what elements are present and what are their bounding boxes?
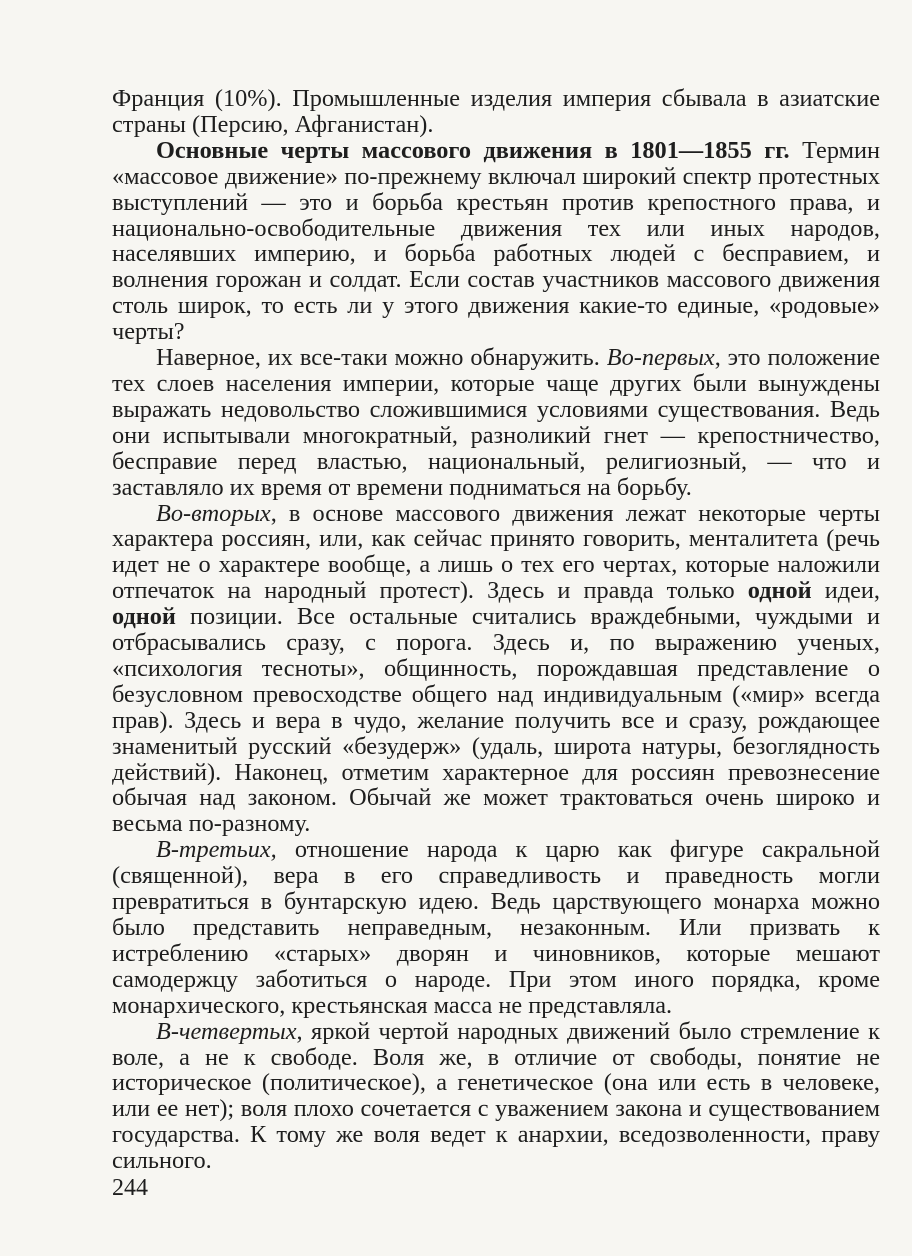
emphasis-fourth: В-четвертых bbox=[156, 1017, 297, 1045]
paragraph-2 bbox=[112, 138, 880, 345]
paragraph-text: , яркой чертой народных движений было стремление к воле, а не к свободе. Воля же, в отличие от свободы, понятие не историческое (политическое), а генетическое (она или есть в человеке, или ее нет); воля плохо сочетается с уважением закона и существованием государства. К тому же воля ведет к анархии, вседозволенности, праву сильного. bbox=[112, 1017, 880, 1175]
paragraph-text: , это положение тех слоев населения империи, которые чаще других были вынуждены выражать недовольство сложившимися условиями существования. Ведь они испытывали многократный, разноликий гнет — крепостничество, бесправие перед властью, национальный, религиозный, — что и заставляло их время от времени подниматься на борьбу. bbox=[112, 344, 880, 501]
paragraph-6 bbox=[112, 1019, 880, 1174]
paragraph-5 bbox=[112, 837, 880, 1018]
paragraph-1 bbox=[112, 86, 880, 138]
paragraph-text: , в основе массового движения лежат некоторые черты характера россиян, или, как сейчас принято говорить, менталитета (речь идет не о характере вообще, а лишь о тех его чертах, которые наложили отпечаток на народный протест). Здесь и правда только bbox=[112, 499, 880, 605]
body-text bbox=[112, 86, 880, 1174]
emphasis-second: Во-вторых bbox=[156, 499, 271, 527]
bold-word: одной bbox=[112, 603, 176, 631]
paragraph-text: Франция (10%). Промышленные изделия империя сбывала в азиатские страны (Персию, Афганистан). bbox=[112, 85, 880, 138]
page-number: 244 bbox=[112, 1175, 148, 1201]
bold-word: одной bbox=[747, 577, 812, 605]
emphasis-third: В-третьих, bbox=[156, 836, 277, 864]
paragraph-text: отношение народа к царю как фигуре сакральной (священной), вера в его справедливость и праведность могли превратиться в бунтарскую идею. Ведь царствующего монарха можно было представить неправедным, незаконным. Или призвать к истреблению «старых» дворян и чиновников, которые мешают самодержцу заботиться о народе. При этом иного порядка, кроме монархического, крестьянская масса не представляла. bbox=[112, 836, 880, 1019]
paragraph-3 bbox=[112, 345, 880, 500]
paragraph-4 bbox=[112, 501, 880, 838]
emphasis-first: Во-первых bbox=[606, 344, 715, 372]
section-heading: Основные черты массового движения в 1801—1855 гг. bbox=[156, 136, 790, 164]
paragraph-text: идеи, bbox=[811, 577, 880, 605]
paragraph-text: позиции. Все остальные считались враждебными, чуждыми и отбрасывались сразу, с порога. Здесь и, по выражению ученых, «психология тесноты», общинность, порождавшая представление о безусловном превосходстве общего над индивидуальным («мир» всегда прав). Здесь и вера в чудо, желание получить все и сразу, рождающее знаменитый русский «безудерж» (удаль, широта натуры, безоглядность действий). Наконец, отметим характерное для россиян превознесение обычая над законом. Обычай же может трактоваться очень широко и весьма по-разному. bbox=[112, 603, 880, 838]
paragraph-text: Наверное, их все-таки можно обнаружить. bbox=[156, 344, 607, 372]
paragraph-text: Термин «массовое движение» по-прежнему включал широкий спектр протестных выступлений — это и борьба крестьян против крепостного права, и национально-освободительные движения тех или иных народов, населявших империю, и борьба работных людей с бесправием, и волнения горожан и солдат. Если состав участников массового движения столь широк, то есть ли у этого движения какие-то единые, «родовые» черты? bbox=[112, 136, 880, 346]
